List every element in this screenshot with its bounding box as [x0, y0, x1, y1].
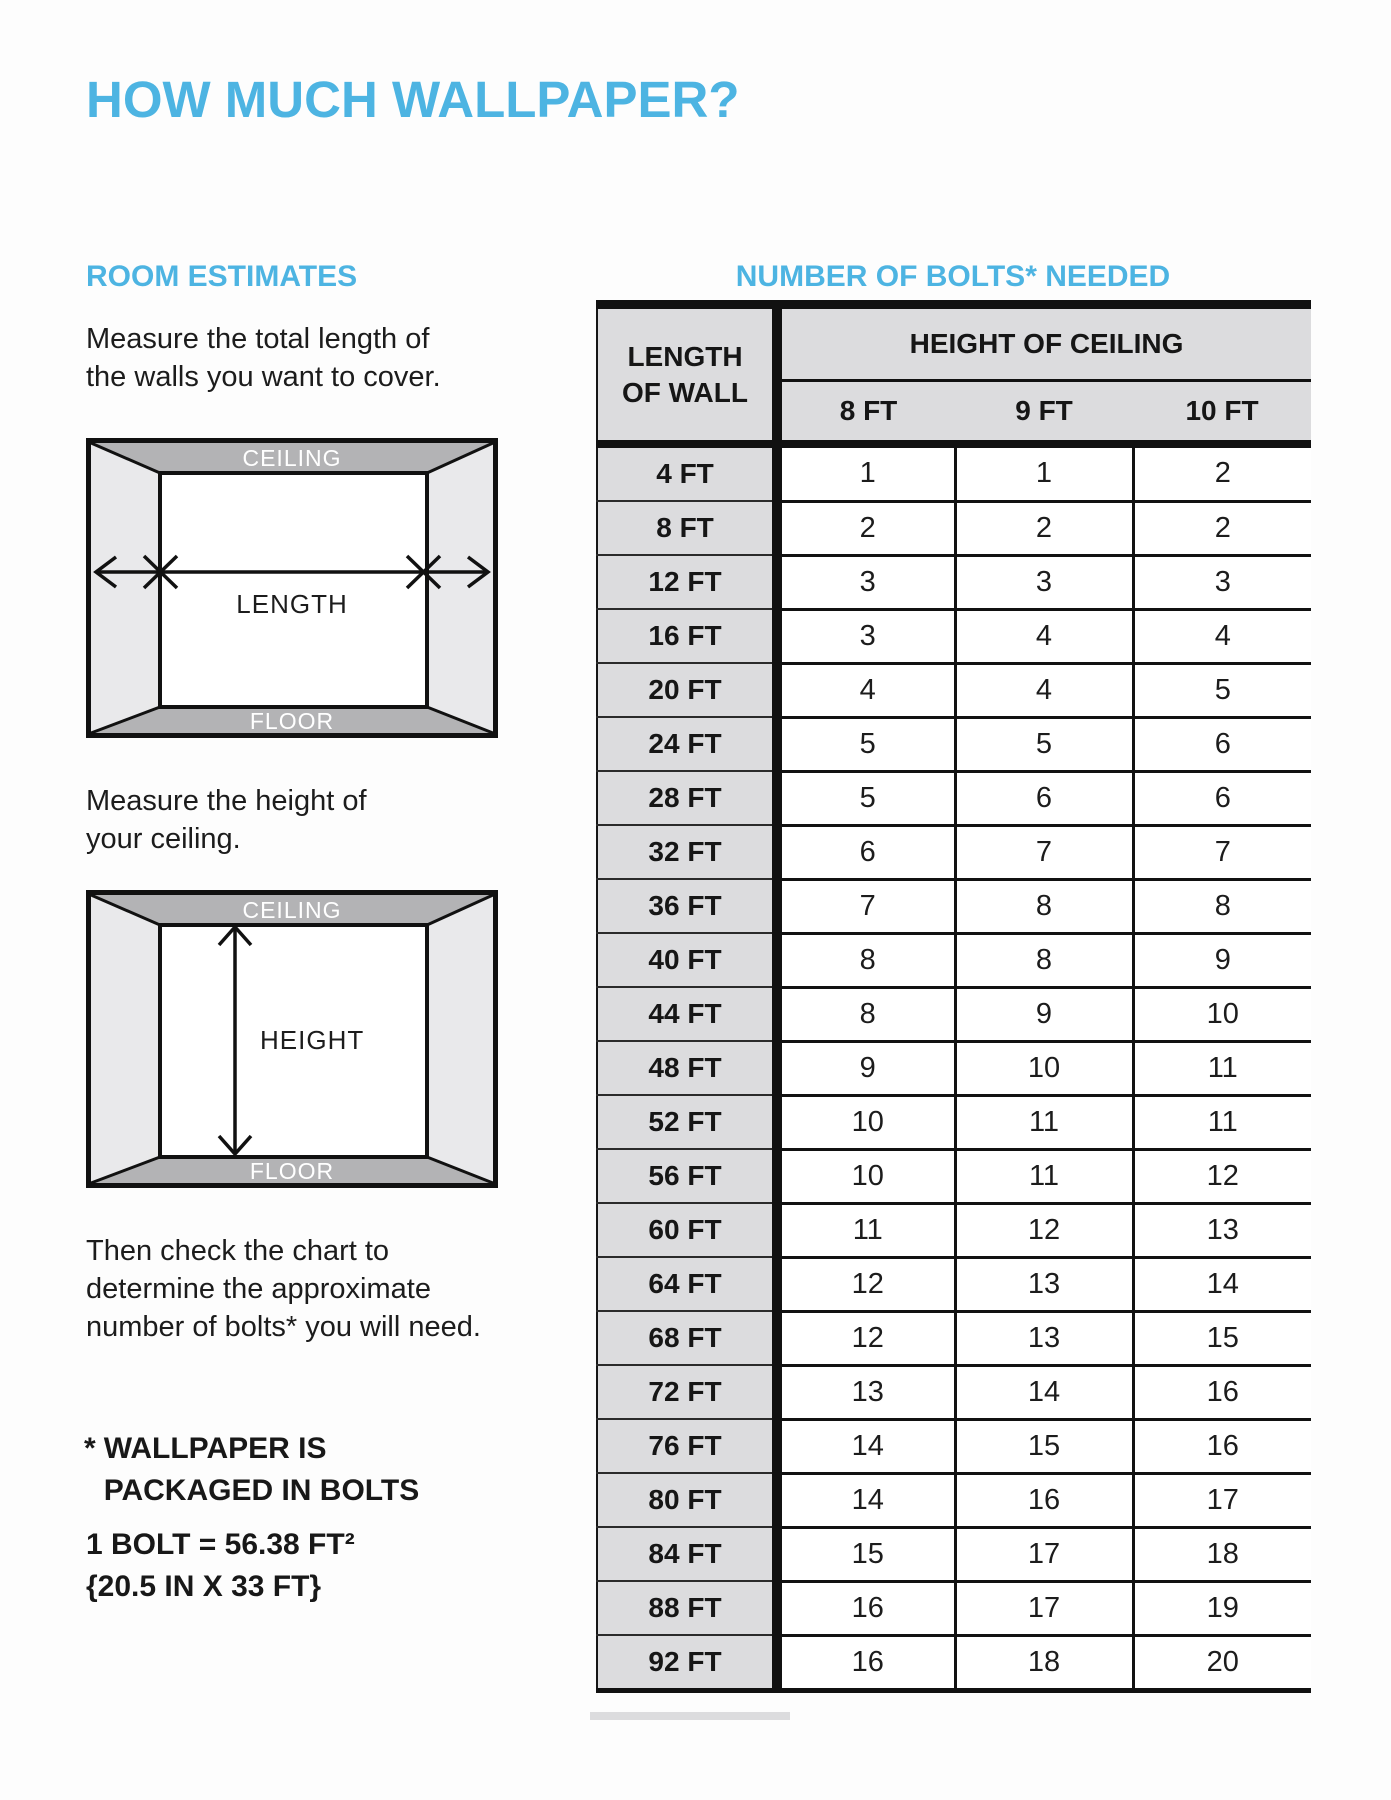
ceiling-label: CEILING [242, 897, 342, 923]
row-group-header-line: LENGTH [627, 340, 743, 372]
bolt-count-cell: 14 [955, 1365, 1133, 1419]
table-row [597, 1095, 1311, 1149]
column-group-header: HEIGHT OF CEILING [777, 305, 1311, 381]
left-wall-panel [91, 443, 160, 733]
footnote-asterisk: * [84, 1432, 96, 1465]
table-row [597, 771, 1311, 825]
bolt-count-cell: 3 [955, 555, 1133, 609]
bolt-count-cell: 16 [777, 1581, 955, 1635]
bolt-count-cell: 1 [955, 444, 1133, 501]
bolt-count-cell: 8 [1133, 879, 1311, 933]
bolts-table [596, 300, 1311, 1693]
floor-label: FLOOR [249, 1158, 335, 1184]
wall-length-label: 72 FT [597, 1365, 777, 1419]
bolt-count-cell: 17 [955, 1527, 1133, 1581]
column-header-9ft: 9 FT [955, 381, 1133, 445]
wall-length-label: 56 FT [597, 1149, 777, 1203]
table-row [597, 501, 1311, 555]
bolt-count-cell: 4 [777, 663, 955, 717]
wall-length-label: 16 FT [597, 609, 777, 663]
table-row [597, 879, 1311, 933]
bolt-count-cell: 15 [955, 1419, 1133, 1473]
wall-length-label: 92 FT [597, 1635, 777, 1691]
table-row [597, 987, 1311, 1041]
instruction-measure-height [86, 782, 367, 858]
table-row [597, 444, 1311, 501]
wall-length-label: 76 FT [597, 1419, 777, 1473]
table-row [597, 1473, 1311, 1527]
left-wall-panel [91, 895, 160, 1183]
table-row [597, 717, 1311, 771]
instruction-line: Measure the total length of [86, 323, 430, 355]
table-row [597, 555, 1311, 609]
bolt-count-cell: 12 [1133, 1149, 1311, 1203]
table-row [597, 1581, 1311, 1635]
bolt-count-cell: 19 [1133, 1581, 1311, 1635]
wall-length-label: 44 FT [597, 987, 777, 1041]
footnote-line: PACKAGED IN BOLTS [103, 1474, 420, 1507]
bolts-needed-heading: NUMBER OF BOLTS* NEEDED [735, 260, 1171, 293]
wall-length-label: 52 FT [597, 1095, 777, 1149]
bolt-count-cell: 10 [777, 1095, 955, 1149]
bolt-count-cell: 5 [955, 717, 1133, 771]
bolt-count-cell: 3 [777, 555, 955, 609]
instruction-check-chart [86, 1232, 481, 1346]
bolt-count-cell: 2 [955, 501, 1133, 555]
bolt-count-cell: 13 [777, 1365, 955, 1419]
table-row [597, 1203, 1311, 1257]
bolt-count-cell: 8 [955, 933, 1133, 987]
bolt-count-cell: 6 [1133, 771, 1311, 825]
room-length-diagram [86, 438, 498, 743]
page-title: HOW MUCH WALLPAPER? [86, 71, 740, 128]
bolt-count-cell: 9 [955, 987, 1133, 1041]
bolt-count-cell: 7 [1133, 825, 1311, 879]
table-row [597, 1527, 1311, 1581]
bolt-count-cell: 2 [1133, 444, 1311, 501]
instruction-line: number of bolts* you will need. [86, 1311, 481, 1343]
table-row [597, 1311, 1311, 1365]
bolt-count-cell: 5 [777, 771, 955, 825]
bolt-size-line: 1 BOLT = 56.38 FT² [86, 1528, 355, 1561]
bolt-size-info [86, 1524, 355, 1608]
bolt-count-cell: 4 [955, 609, 1133, 663]
room-height-diagram [86, 890, 498, 1193]
bolt-count-cell: 9 [777, 1041, 955, 1095]
bolt-count-cell: 8 [955, 879, 1133, 933]
instruction-measure-length [86, 320, 441, 396]
bolt-count-cell: 10 [955, 1041, 1133, 1095]
table-label-column-tab [590, 1712, 790, 1720]
bolt-count-cell: 7 [955, 825, 1133, 879]
bolt-count-cell: 16 [1133, 1365, 1311, 1419]
bolt-count-cell: 11 [777, 1203, 955, 1257]
bolt-count-cell: 3 [1133, 555, 1311, 609]
row-group-header [597, 305, 777, 445]
bolt-count-cell: 13 [955, 1257, 1133, 1311]
footnote-line: WALLPAPER IS [103, 1432, 327, 1465]
bolt-count-cell: 1 [777, 444, 955, 501]
bolt-count-cell: 15 [1133, 1311, 1311, 1365]
bolts-table-header [597, 305, 1311, 445]
bolt-count-cell: 20 [1133, 1635, 1311, 1691]
room-length-diagram-svg [86, 438, 498, 738]
wall-length-label: 68 FT [597, 1311, 777, 1365]
ceiling-label: CEILING [242, 445, 342, 471]
wall-length-label: 64 FT [597, 1257, 777, 1311]
length-label: LENGTH [236, 589, 348, 619]
right-wall-panel [427, 443, 493, 733]
wall-length-label: 36 FT [597, 879, 777, 933]
bolt-count-cell: 18 [955, 1635, 1133, 1691]
wall-length-label: 28 FT [597, 771, 777, 825]
floor-label: FLOOR [249, 708, 335, 734]
instruction-line: Then check the chart to [86, 1235, 390, 1267]
bolt-count-cell: 5 [1133, 663, 1311, 717]
bolt-size-line: {20.5 IN X 33 FT} [86, 1570, 322, 1603]
table-row [597, 1419, 1311, 1473]
instruction-line: Measure the height of [86, 785, 367, 817]
bolt-count-cell: 12 [777, 1257, 955, 1311]
bolt-count-cell: 17 [955, 1581, 1133, 1635]
bolt-count-cell: 6 [777, 825, 955, 879]
bolt-count-cell: 14 [1133, 1257, 1311, 1311]
wall-length-label: 12 FT [597, 555, 777, 609]
bolt-count-cell: 6 [1133, 717, 1311, 771]
footnote-text [104, 1428, 420, 1512]
bolt-count-cell: 3 [777, 609, 955, 663]
wall-length-label: 60 FT [597, 1203, 777, 1257]
bolt-count-cell: 10 [777, 1149, 955, 1203]
instruction-line: determine the approximate [86, 1273, 431, 1305]
table-row [597, 1635, 1311, 1691]
bolt-count-cell: 10 [1133, 987, 1311, 1041]
right-wall-panel [427, 895, 493, 1183]
table-row [597, 663, 1311, 717]
bolt-count-cell: 2 [1133, 501, 1311, 555]
bolt-count-cell: 14 [777, 1419, 955, 1473]
bolts-table-body [597, 444, 1311, 1691]
bolt-count-cell: 9 [1133, 933, 1311, 987]
bolt-count-cell: 11 [955, 1095, 1133, 1149]
table-row [597, 933, 1311, 987]
bolt-count-cell: 6 [955, 771, 1133, 825]
bolt-count-cell: 16 [777, 1635, 955, 1691]
bolt-count-cell: 2 [777, 501, 955, 555]
wall-length-label: 4 FT [597, 444, 777, 501]
height-label: HEIGHT [260, 1025, 365, 1055]
row-group-header-line: OF WALL [622, 376, 748, 408]
instruction-line: your ceiling. [86, 823, 241, 855]
bolt-count-cell: 4 [955, 663, 1133, 717]
wall-length-label: 32 FT [597, 825, 777, 879]
wall-length-label: 84 FT [597, 1527, 777, 1581]
column-header-10ft: 10 FT [1133, 381, 1311, 445]
table-row [597, 825, 1311, 879]
table-row [597, 1257, 1311, 1311]
bolt-count-cell: 4 [1133, 609, 1311, 663]
wall-length-label: 20 FT [597, 663, 777, 717]
room-height-diagram-svg [86, 890, 498, 1188]
bolt-count-cell: 7 [777, 879, 955, 933]
table-row [597, 1149, 1311, 1203]
bolt-count-cell: 12 [777, 1311, 955, 1365]
table-row [597, 1041, 1311, 1095]
bolt-count-cell: 5 [777, 717, 955, 771]
bolt-count-cell: 8 [777, 987, 955, 1041]
wall-length-label: 88 FT [597, 1581, 777, 1635]
bolt-count-cell: 16 [1133, 1419, 1311, 1473]
bolt-count-cell: 12 [955, 1203, 1133, 1257]
bolt-count-cell: 11 [1133, 1095, 1311, 1149]
bolt-footnote [84, 1428, 419, 1512]
room-estimates-heading: ROOM ESTIMATES [86, 260, 358, 293]
wall-length-label: 48 FT [597, 1041, 777, 1095]
bolt-count-cell: 15 [777, 1527, 955, 1581]
bolt-count-cell: 13 [955, 1311, 1133, 1365]
table-row [597, 609, 1311, 663]
bolt-count-cell: 13 [1133, 1203, 1311, 1257]
bolt-count-cell: 18 [1133, 1527, 1311, 1581]
wall-length-label: 40 FT [597, 933, 777, 987]
table-row [597, 1365, 1311, 1419]
bolt-count-cell: 16 [955, 1473, 1133, 1527]
wall-length-label: 8 FT [597, 501, 777, 555]
bolt-count-cell: 17 [1133, 1473, 1311, 1527]
wall-length-label: 24 FT [597, 717, 777, 771]
bolt-count-cell: 11 [955, 1149, 1133, 1203]
bolt-count-cell: 8 [777, 933, 955, 987]
bolt-count-cell: 11 [1133, 1041, 1311, 1095]
instruction-line: the walls you want to cover. [86, 361, 441, 393]
wall-length-label: 80 FT [597, 1473, 777, 1527]
column-header-8ft: 8 FT [777, 381, 955, 445]
bolt-count-cell: 14 [777, 1473, 955, 1527]
